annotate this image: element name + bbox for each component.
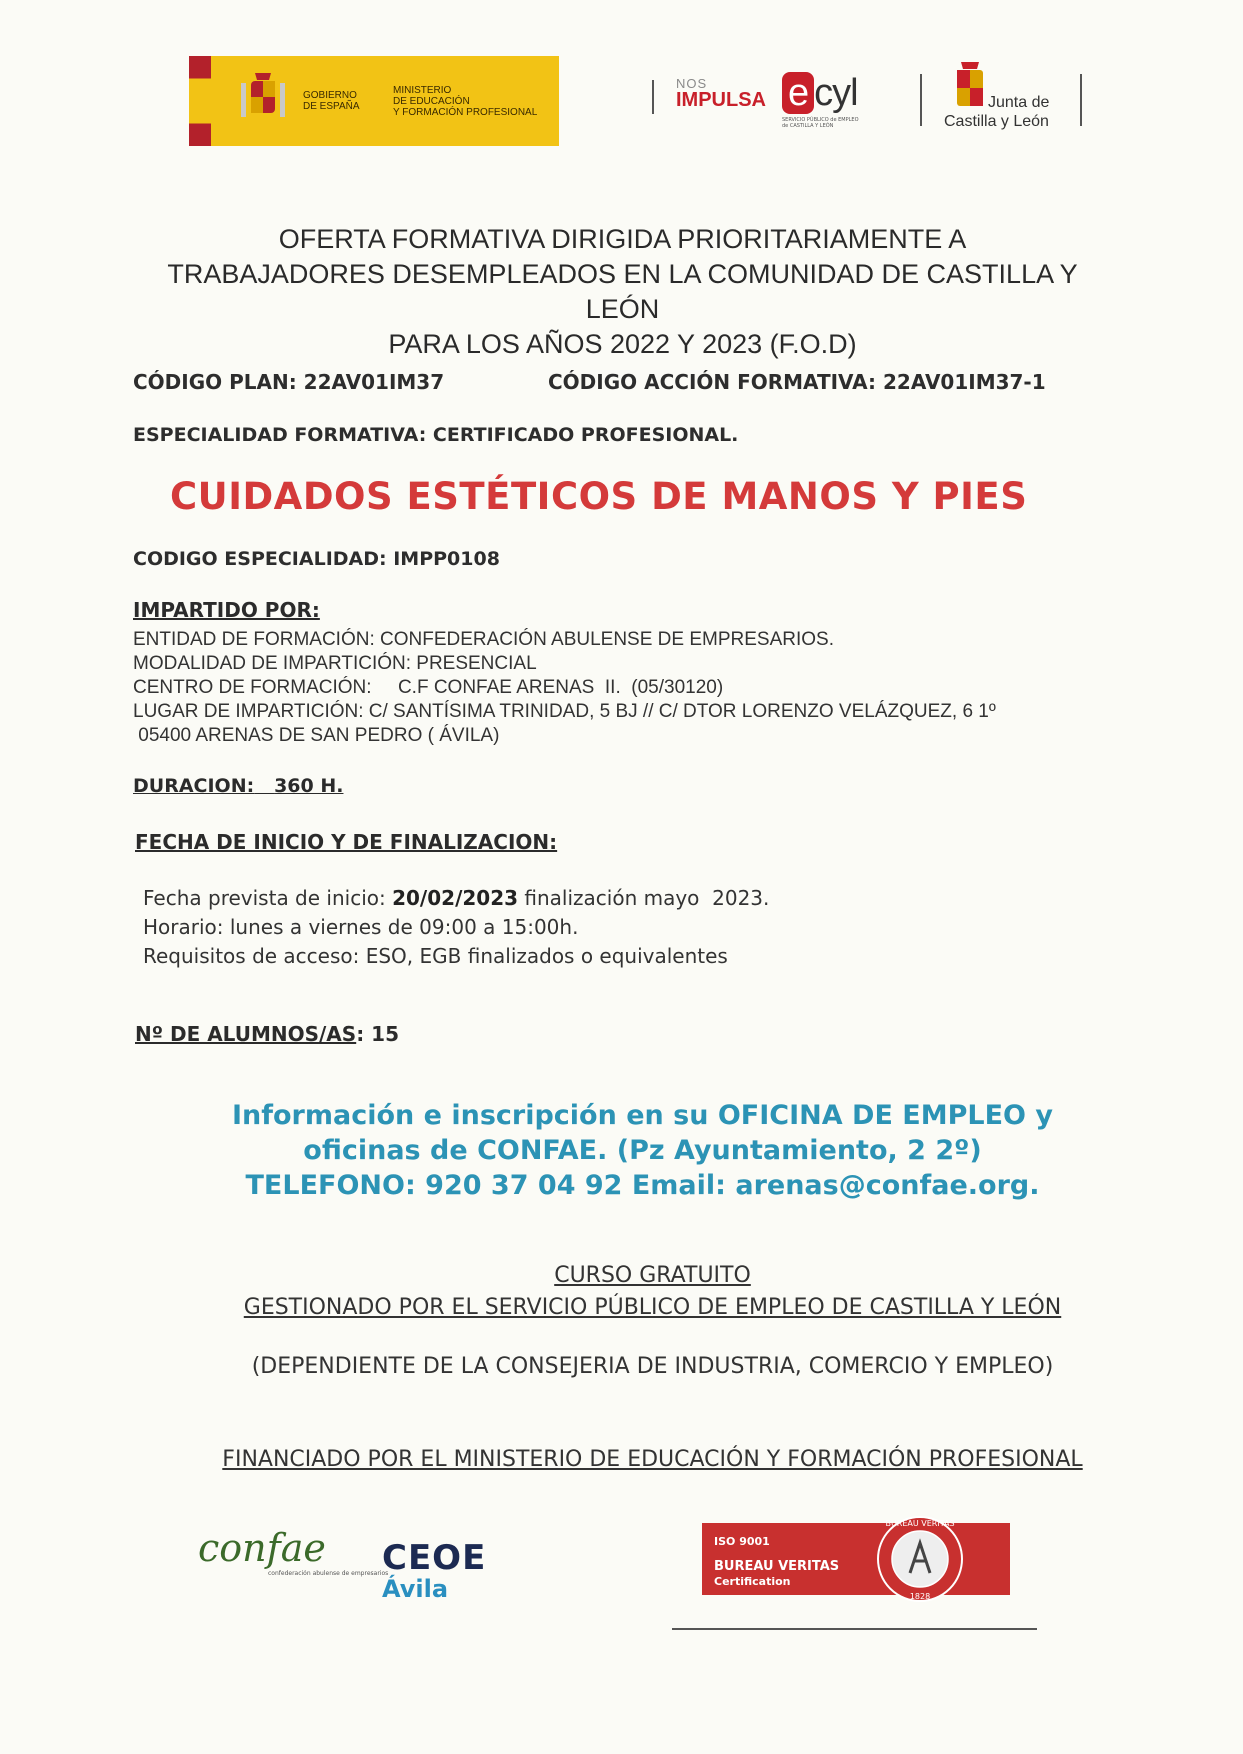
title-line: OFERTA FORMATIVA DIRIGIDA PRIORITARIAMENTE A bbox=[278, 224, 967, 254]
impulsa-label: IMPULSA bbox=[676, 89, 766, 111]
confae-subtitle: confederación abulense de empresarios bbox=[268, 1570, 389, 1577]
title-line: PARA LOS AÑOS 2022 Y 2023 (F.O.D) bbox=[388, 329, 857, 359]
gobierno-espana-logo bbox=[189, 56, 559, 146]
finalizacion-text: finalización mayo 2023. bbox=[518, 886, 770, 910]
fecha-heading: FECHA DE INICIO Y DE FINALIZACION: bbox=[135, 830, 558, 854]
impartido-heading: IMPARTIDO POR: bbox=[133, 598, 320, 622]
entidad-line: ENTIDAD DE FORMACIÓN: CONFEDERACIÓN ABULENSE DE EMPRESARIOS. bbox=[133, 629, 834, 650]
dependiente-line: (DEPENDIENTE DE LA CONSEJERIA DE INDUSTRIA, COMERCIO Y EMPLEO) bbox=[251, 1354, 1054, 1379]
lugar-line: LUGAR DE IMPARTICIÓN: C/ SANTÍSIMA TRINIDAD, 5 BJ // C/ DTOR LORENZO VELÁZQUEZ, 6 1º bbox=[133, 701, 996, 722]
ecyl-e-mark: e bbox=[782, 72, 814, 114]
header-divider bbox=[920, 74, 922, 126]
modalidad-line: MODALIDAD DE IMPARTICIÓN: PRESENCIAL bbox=[133, 653, 537, 674]
iso-label: ISO 9001 bbox=[714, 1535, 770, 1548]
coat-of-arms-icon bbox=[237, 71, 289, 131]
impartido-details bbox=[133, 628, 996, 748]
codigo-especialidad: CODIGO ESPECIALIDAD: IMPP0108 bbox=[133, 548, 500, 570]
confae-wordmark: confae bbox=[198, 1526, 326, 1570]
spain-flag-icon bbox=[189, 56, 211, 146]
ceoe-avila: Ávila bbox=[382, 1575, 449, 1603]
course-title: CUIDADOS ESTÉTICOS DE MANOS Y PIES bbox=[170, 475, 1028, 518]
junta-line2: Castilla y León bbox=[944, 113, 1049, 130]
confae-logo bbox=[198, 1526, 388, 1577]
contact-line: Información e inscripción en su OFICINA DE EMPLEO y bbox=[231, 1100, 1054, 1131]
bureau-veritas-seal-icon bbox=[870, 1513, 970, 1605]
financiado-line: FINANCIADO POR EL MINISTERIO DE EDUCACIÓN Y FORMACIÓN PROFESIONAL bbox=[222, 1447, 1083, 1472]
ecyl-wordmark: cyl bbox=[814, 72, 858, 114]
ministerio-line: Y FORMACIÓN PROFESIONAL bbox=[393, 106, 538, 118]
bv-seal-text: BUREAU VERITAS bbox=[885, 1519, 955, 1528]
lugar-line-2: 05400 ARENAS DE SAN PEDRO ( ÁVILA) bbox=[133, 725, 500, 746]
ceoe-avila-logo bbox=[382, 1540, 486, 1602]
contact-line: TELEFONO: 920 37 04 92 Email: arenas@confae.org. bbox=[245, 1170, 1040, 1201]
document-title bbox=[100, 222, 1145, 362]
header-divider bbox=[652, 80, 654, 114]
especialidad-formativa: ESPECIALIDAD FORMATIVA: CERTIFICADO PROFESIONAL. bbox=[133, 424, 739, 446]
inicio-date: 20/02/2023 bbox=[392, 886, 519, 910]
alumnos-label: Nº DE ALUMNOS/AS bbox=[135, 1022, 357, 1046]
fecha-details bbox=[143, 884, 769, 971]
contact-line: oficinas de CONFAE. (Pz Ayuntamiento, 2 2º) bbox=[303, 1135, 982, 1166]
gestionado-line: GESTIONADO POR EL SERVICIO PÚBLICO DE EMPLEO DE CASTILLA Y LEÓN bbox=[243, 1295, 1062, 1320]
ecyl-subtitle: SERVICIO PÚBLICO de EMPLEO de CASTILLA Y LEÓN bbox=[782, 117, 859, 129]
junta-line1: Junta de bbox=[988, 94, 1050, 111]
curso-gratuito-block bbox=[130, 1260, 1175, 1324]
gobierno-line: GOBIERNO bbox=[303, 90, 357, 101]
nos-impulsa-logo bbox=[676, 76, 766, 111]
duracion-value: 360 H. bbox=[274, 775, 344, 797]
ministerio-line: MINISTERIO bbox=[393, 84, 452, 96]
codigo-accion: CÓDIGO ACCIÓN FORMATIVA: 22AV01IM37-1 bbox=[548, 370, 1046, 394]
contact-info bbox=[160, 1098, 1125, 1203]
ministerio-line: DE EDUCACIÓN bbox=[393, 95, 470, 107]
nos-label: NOS bbox=[676, 76, 708, 91]
ecyl-logo bbox=[782, 72, 862, 129]
title-line: LEÓN bbox=[585, 294, 660, 324]
header-divider bbox=[1080, 74, 1082, 126]
title-line: TRABAJADORES DESEMPLEADOS EN LA COMUNIDAD DE CASTILLA Y bbox=[167, 259, 1078, 289]
bv-name: BUREAU VERITAS bbox=[714, 1559, 840, 1574]
curso-gratuito: CURSO GRATUITO bbox=[554, 1263, 751, 1288]
duracion-label: DURACION: bbox=[133, 775, 255, 797]
inicio-label: Fecha prevista de inicio: bbox=[143, 886, 393, 910]
gobierno-line: DE ESPAÑA bbox=[303, 101, 360, 112]
codigo-plan: CÓDIGO PLAN: 22AV01IM37 bbox=[133, 370, 445, 394]
bureau-veritas-badge bbox=[702, 1519, 1010, 1601]
duracion bbox=[133, 775, 343, 797]
horario-line: Horario: lunes a viernes de 09:00 a 15:00h. bbox=[143, 915, 579, 939]
requisitos-line: Requisitos de acceso: ESO, EGB finalizados o equivalentes bbox=[143, 944, 728, 968]
alumnos-value: : 15 bbox=[356, 1022, 399, 1046]
bv-cert: Certification bbox=[714, 1575, 791, 1588]
centro-line: CENTRO DE FORMACIÓN: C.F CONFAE ARENAS II. (05/30120) bbox=[133, 677, 724, 698]
junta-logo bbox=[944, 93, 1049, 131]
signature-line bbox=[672, 1628, 1037, 1630]
alumnos bbox=[135, 1022, 399, 1046]
bv-year: 1828 bbox=[909, 1592, 931, 1601]
ceoe-wordmark: CEOE bbox=[382, 1538, 487, 1578]
